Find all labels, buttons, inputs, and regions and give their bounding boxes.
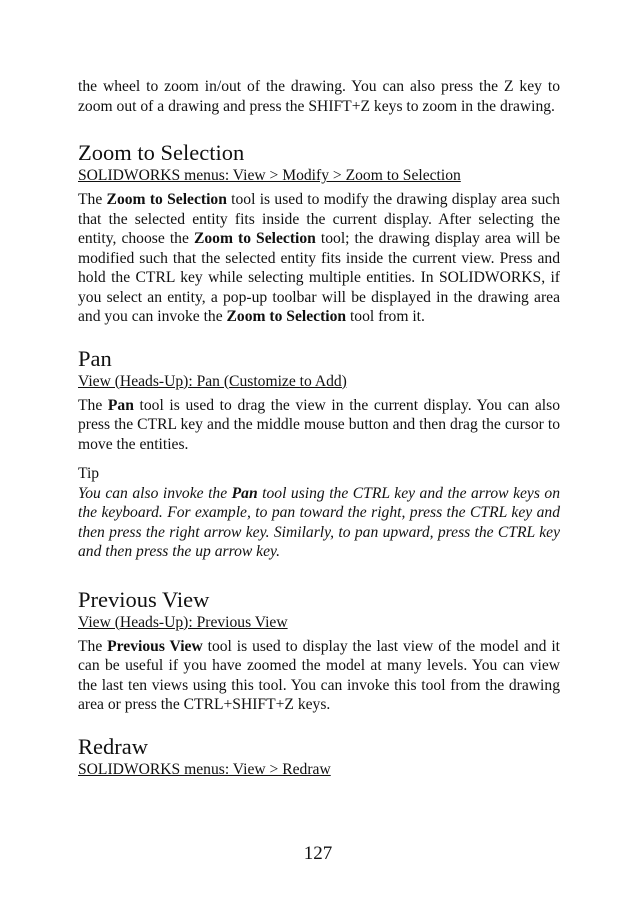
menu-path-redraw: SOLIDWORKS menus: View > Redraw <box>78 760 331 778</box>
section-heading-previous-view: Previous View <box>78 586 210 612</box>
tip-paragraph: You can also invoke the Pan tool using the CTRL key and the arrow keys on the keyboard. For example, to pan toward the right, press the CTRL key and then press the right arrow key. Similarly, to pan upward, press the CTRL key and then press the up arrow key. <box>78 484 561 560</box>
page-number: 127 <box>303 843 333 864</box>
menu-path-previous-view: View (Heads-Up): Previous View <box>78 613 288 631</box>
intro-paragraph: the wheel to zoom in/out of the drawing. You can also press the Z key to zoom out of a drawing and press the SHIFT+Z keys to zoom in the drawing. <box>78 78 560 115</box>
menu-path-zoom-to-selection: SOLIDWORKS menus: View > Modify > Zoom to Selection <box>78 167 461 184</box>
section-heading-zoom-to-selection: Zoom to Selection <box>78 140 245 165</box>
menu-path-pan: View (Heads-Up): Pan (Customize to Add) <box>78 372 347 390</box>
section-heading-pan: Pan <box>78 345 112 371</box>
zoom-to-selection-paragraph: The Zoom to Selection tool is used to modify the drawing display area such that the selected entity fits inside the current display. After selecting the entity, choose the Zoom to Selection tool; the drawing display area will be modified such that the selected entity fits inside the current view. Press and hold the CTRL key while selecting multiple entities. In SOLIDWORKS, if you select an entity, a pop-up toolbar will be displayed in the drawing area and you can invoke the Zoom to Selection tool from it. <box>78 191 560 325</box>
section-heading-redraw: Redraw <box>78 733 148 759</box>
pan-paragraph: The Pan tool is used to drag the view in the current display. You can also press the CTRL key and the middle mouse button and then drag the cursor to move the entities. <box>78 396 560 453</box>
page-content <box>78 77 560 784</box>
previous-view-paragraph: The Previous View tool is used to display the last view of the model and it can be useful if you have zoomed the model at many levels. You can view the last ten views using this tool. You can invoke this tool from the drawing area or press the CTRL+SHIFT+Z keys. <box>78 637 560 713</box>
tip-label: Tip <box>78 465 100 482</box>
